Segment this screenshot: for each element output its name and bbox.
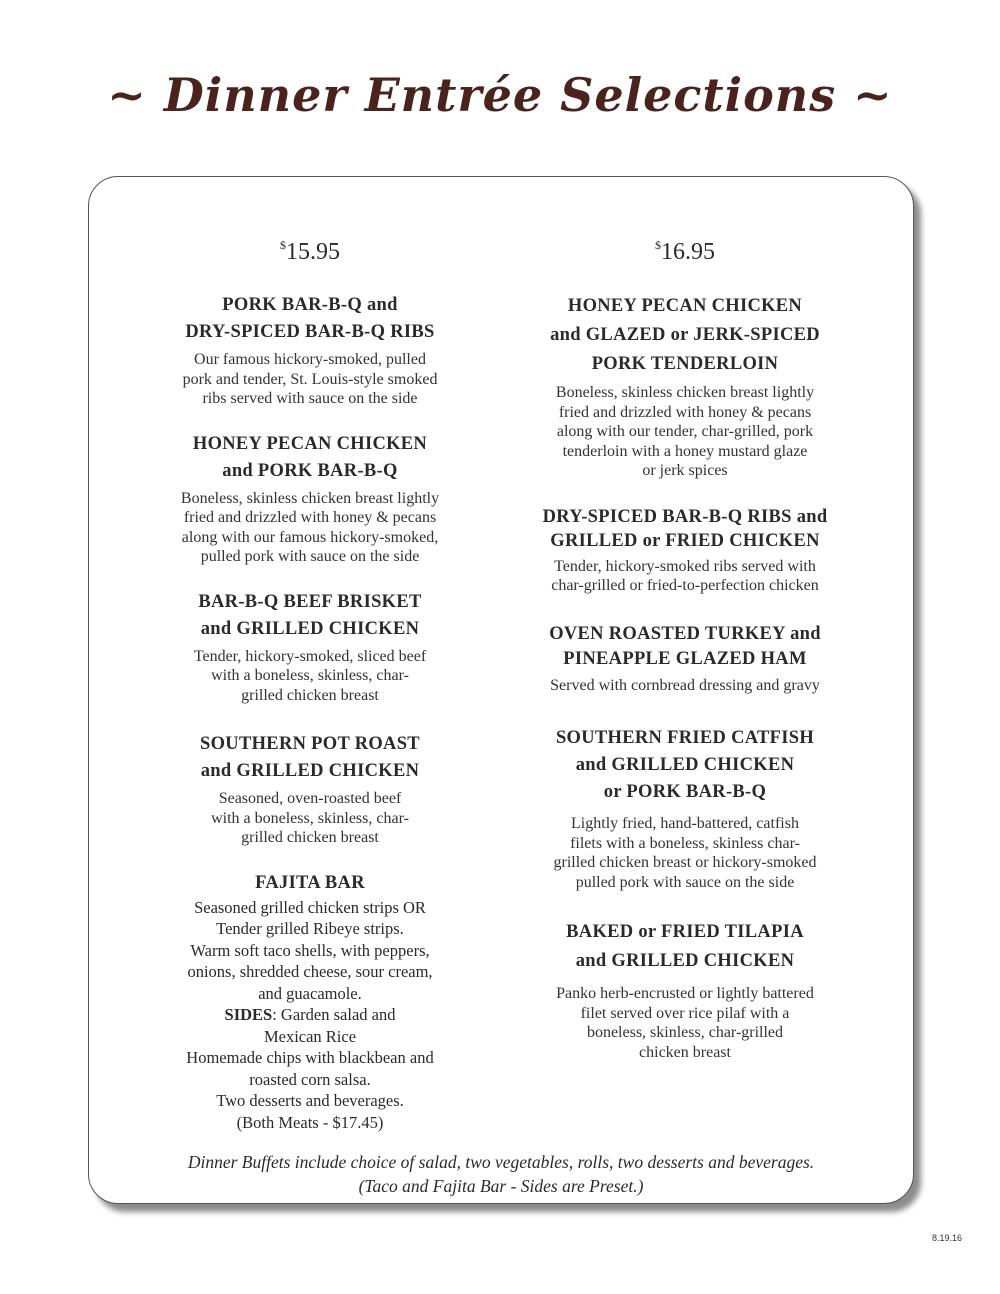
entree-description: Seasoned, oven-roasted beef with a boneless, skinless, char- grilled chicken breast — [211, 790, 409, 846]
entree-item — [520, 918, 850, 1062]
entree-title: PORK BAR-B-Q and DRY-SPICED BAR-B-Q RIBS — [185, 295, 435, 342]
entree-item — [150, 431, 470, 567]
entree-description: Lightly fried, hand-battered, catfish filets with a boneless, skinless char- grilled chicken breast or hickory-smoked pulled pork with sauce on the side — [553, 815, 817, 891]
entree-description: Panko herb-encrusted or lightly battered filet served over rice pilaf with a boneless, skinless, char-grilled chicken breast — [556, 985, 814, 1061]
sides-line: SIDES: Garden salad and — [224, 1005, 396, 1024]
entree-item — [520, 725, 850, 892]
price-heading — [150, 238, 470, 266]
entree-item — [520, 505, 850, 596]
entree-item — [520, 622, 850, 696]
entree-title: HONEY PECAN CHICKEN and PORK BAR-B-Q — [192, 433, 428, 481]
entree-item — [150, 292, 470, 409]
dollar-sign: $ — [655, 238, 661, 252]
fajita-bar-item — [150, 870, 470, 1134]
entree-description: Tender, hickory-smoked, sliced beef with a boneless, skinless, char- grilled chicken breast — [193, 647, 427, 704]
entree-description: Boneless, skinless chicken breast lightly fried and drizzled with honey & pecans along with our famous hickory-smoked, pulled pork with sauce on the side — [180, 489, 440, 565]
entree-description: Tender, hickory-smoked ribs served with char-grilled or fried-to-perfection chicken — [551, 557, 819, 594]
entree-description: Served with cornbread dressing and gravy — [550, 676, 820, 694]
price-value: 15.95 — [286, 239, 340, 265]
entree-title: BAKED or FRIED TILAPIA and GRILLED CHICKEN — [566, 922, 804, 971]
entree-item — [150, 731, 470, 848]
buffet-footnote: Dinner Buffets include choice of salad, two vegetables, rolls, two desserts and beverages. (Taco and Fajita Bar - Sides are Preset.) — [187, 1152, 815, 1196]
entree-title: DRY-SPICED BAR-B-Q RIBS and GRILLED or FRIED CHICKEN — [542, 506, 828, 551]
entree-title: SOUTHERN POT ROAST and GRILLED CHICKEN — [200, 734, 420, 781]
version-date: 8.19.16 — [931, 1233, 962, 1243]
entree-description: Boneless, skinless chicken breast lightly fried and drizzled with honey & pecans along with our tender, char-grilled, pork tenderloin with a honey mustard glaze or jerk spices — [555, 384, 815, 479]
entree-title: FAJITA BAR — [255, 872, 365, 893]
page-title: ~ Dinner Entrée Selections ~ — [107, 68, 893, 122]
entree-title: BAR-B-Q BEEF BRISKET and GRILLED CHICKEN — [198, 591, 422, 639]
price-column-right — [520, 238, 850, 1086]
entree-description: Our famous hickory-smoked, pulled pork and tender, St. Louis-style smoked ribs served with sauce on the side — [182, 351, 438, 407]
entree-title: OVEN ROASTED TURKEY and PINEAPPLE GLAZED HAM — [549, 623, 821, 669]
entree-title: HONEY PECAN CHICKEN and GLAZED or JERK-SPICED PORK TENDERLOIN — [550, 296, 820, 374]
entree-item — [150, 589, 470, 706]
price-heading — [520, 238, 850, 266]
entree-item — [520, 292, 850, 481]
price-value: 16.95 — [661, 239, 715, 265]
fajita-description: Seasoned grilled chicken strips OR Tender grilled Ribeye strips. Warm soft taco shells, with peppers, onions, shredded cheese, sour cream, and guacamole. SIDES: Garden salad and Mexican Rice Homemade chips with blackbean and roasted corn salsa. Two desserts and beverages. (Both Meats - $17.45) — [150, 897, 470, 1134]
price-column-left — [150, 238, 470, 1157]
dollar-sign: $ — [280, 238, 286, 252]
entree-title: SOUTHERN FRIED CATFISH and GRILLED CHICKEN or PORK BAR-B-Q — [555, 728, 815, 802]
